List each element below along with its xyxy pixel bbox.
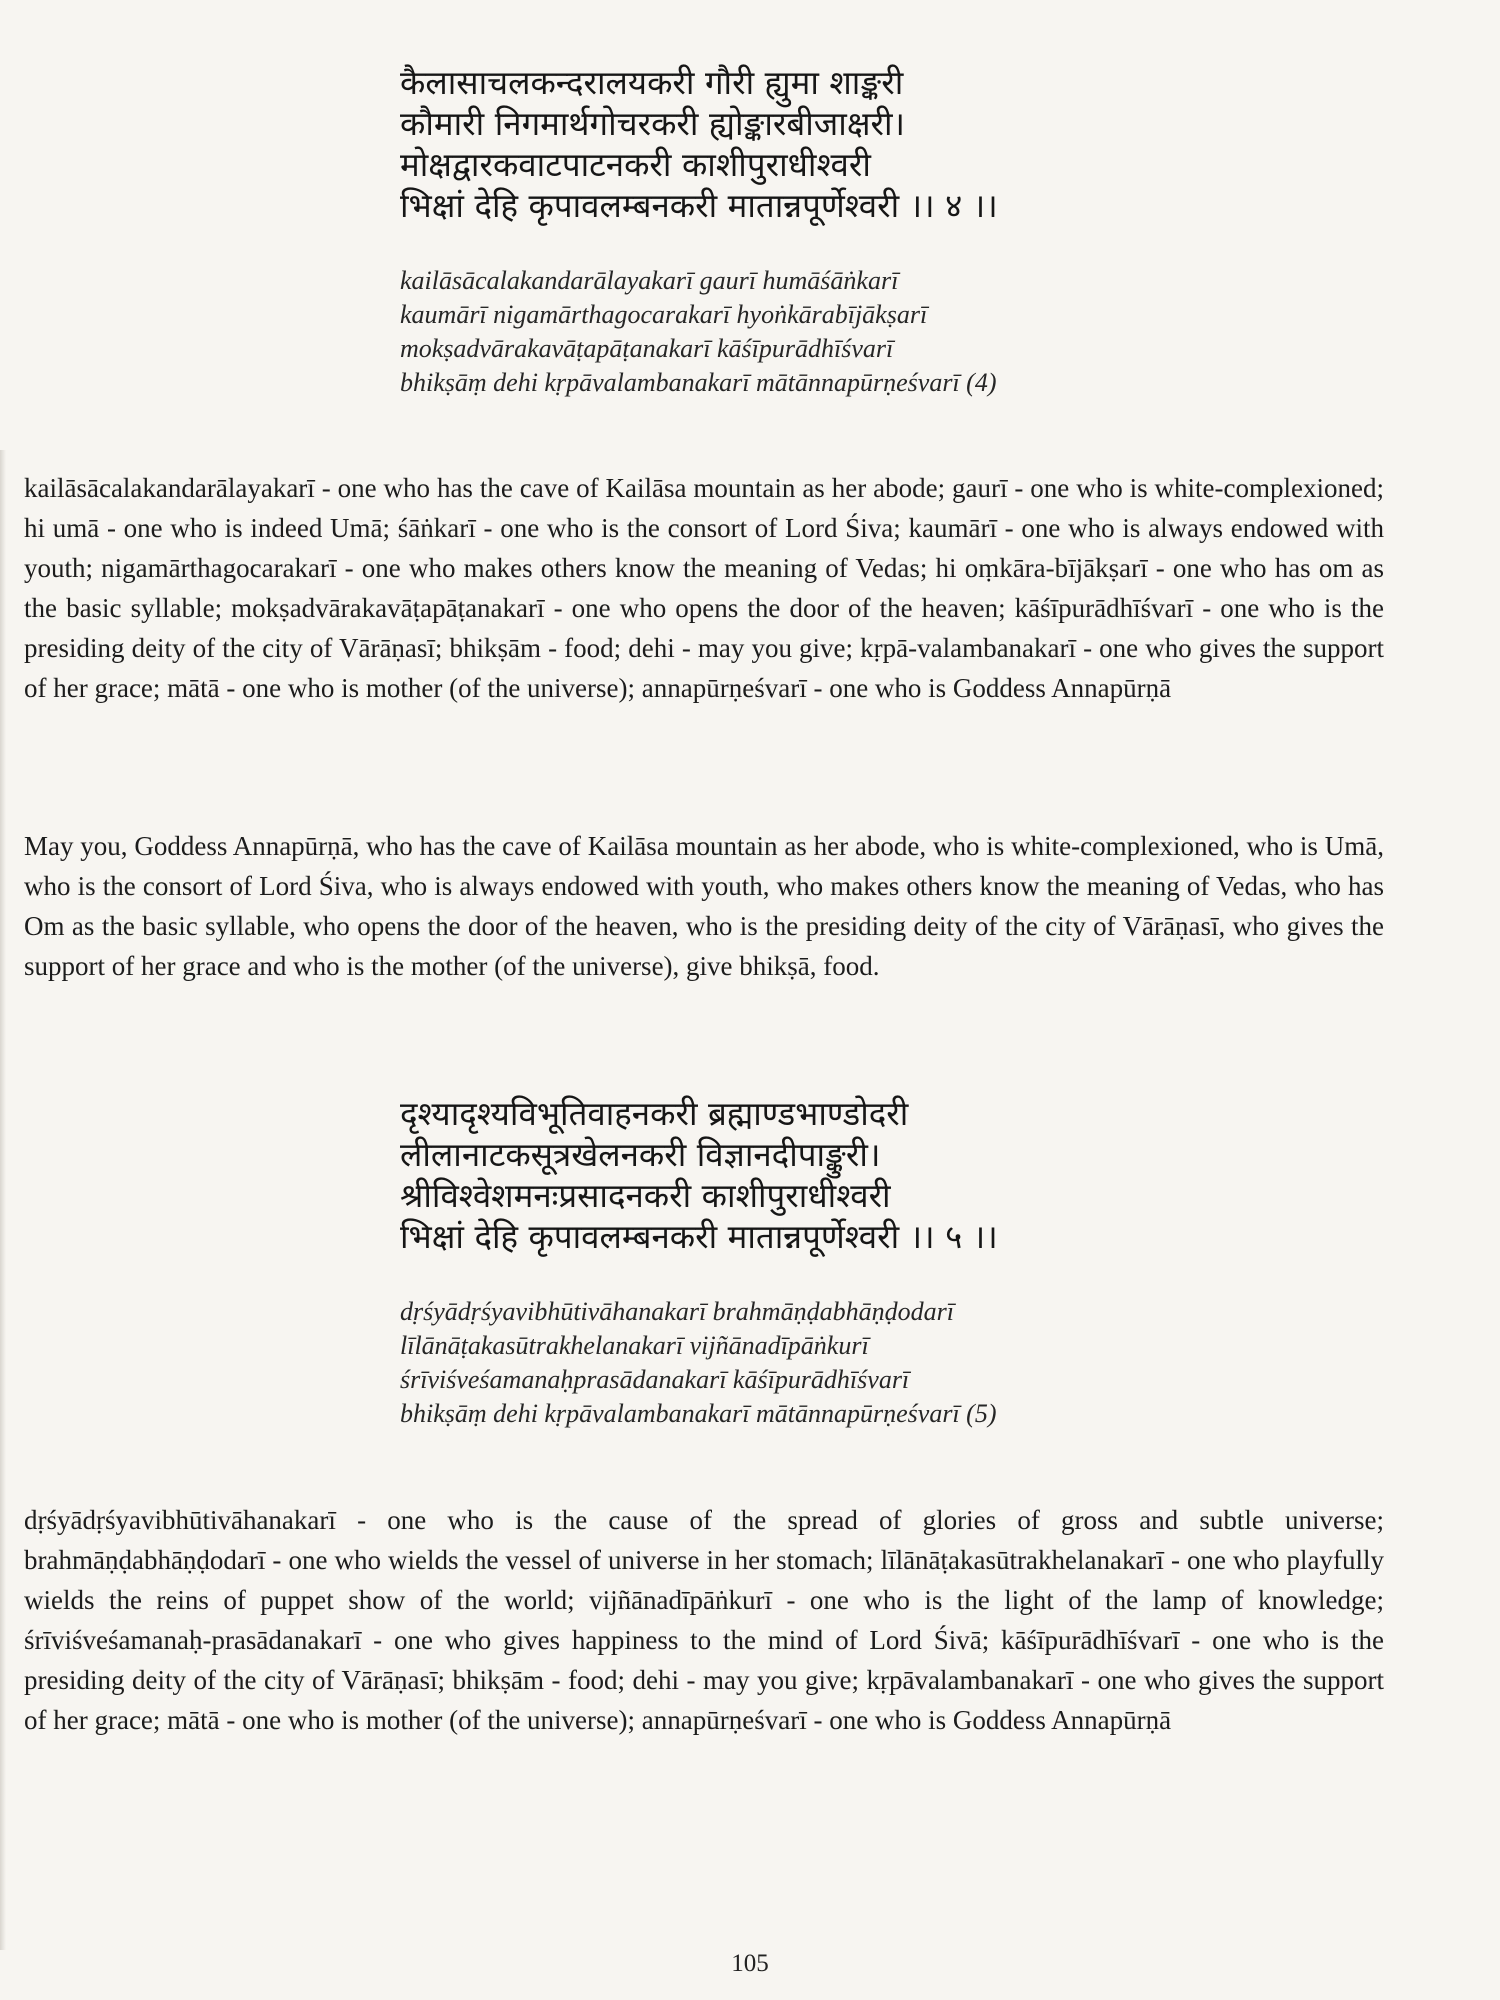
verse-5-translit-line-2: līlānāṭakasūtrakhelanakarī vijñānadīpāṅkurī [400, 1331, 869, 1360]
verse-5-devanagari-line-3: श्रीविश्वेशमनःप्रसादनकरी काशीपुराधीश्वरी [400, 1176, 891, 1215]
verse-5-translit-line-4: bhikṣāṃ dehi kṛpāvalambanakarī mātānnapūrṇeśvarī (5) [400, 1399, 997, 1428]
verse-4-translit-line-1: kailāsācalakandarālayakarī gaurī humāśāṅkarī [400, 266, 899, 295]
verse-4-devanagari-line-2: कौमारी निगमार्थगोचरकरी ह्योङ्कारबीजाक्षरी। [400, 104, 906, 143]
verse-4-translit-line-2: kaumārī nigamārthagocarakarī hyoṅkārabījākṣarī [400, 300, 928, 329]
verse-4-devanagari [400, 62, 1400, 226]
verse-5-glossary: dṛśyādṛśyavibhūtivāhanakarī - one who is the cause of the spread of glories of gross and subtle universe; brahmāṇḍabhāṇḍodarī - one who wields the vessel of universe in her stomach; līlānāṭakasūtrakhelanakarī - one who playfully wields the reins of puppet show of the world; vijñānadīpāṅkurī - one who is the light of the lamp of knowledge; śrīviśveśamanaḥ-prasādanakarī - one who gives happiness to the mind of Lord Śivā; kāśīpurādhīśvarī - one who is the presiding deity of the city of Vārāṇasī; bhikṣām - food; dehi - may you give; kṛpāvalambanakarī - one who gives the support of her grace; mātā - one who is mother (of the universe); annapūrṇeśvarī - one who is Goddess Annapūrṇā [24, 1505, 1384, 1735]
verse-4-translit-line-4: bhikṣāṃ dehi kṛpāvalambanakarī mātānnapūrṇeśvarī (4) [400, 368, 997, 397]
verse-5-translit-line-3: śrīviśveśamanaḥprasādanakarī kāśīpurādhīśvarī [400, 1365, 910, 1394]
verse-5-transliteration [400, 1295, 1400, 1431]
verse-4-translation: May you, Goddess Annapūrṇā, who has the cave of Kailāsa mountain as her abode, who is white-complexioned, who is Umā, who is the consort of Lord Śiva, who is always endowed with youth, who makes others know the meaning of Vedas, who has Om as the basic syllable, who opens the door of the heaven, who is the presiding deity of the city of Vārāṇasī, who gives the support of her grace and who is the mother (of the universe), give bhikṣā, food. [24, 831, 1384, 981]
verse-5-devanagari-line-1: दृश्यादृश्यविभूतिवाहनकरी ब्रह्माण्डभाण्डोदरी [400, 1094, 909, 1133]
verse-4-transliteration [400, 264, 1400, 400]
verse-4-devanagari-line-1: कैलासाचलकन्दरालयकरी गौरी ह्युमा शाङ्करी [400, 63, 904, 102]
verse-4-devanagari-line-4: भिक्षां देहि कृपावलम्बनकरी मातान्नपूर्णेश्वरी ।। ४ ।। [400, 186, 998, 225]
verse-4-translit-line-3: mokṣadvārakavāṭapāṭanakarī kāśīpurādhīśvarī [400, 334, 894, 363]
verse-5-devanagari-line-4: भिक्षां देहि कृपावलम्बनकरी मातान्नपूर्णेश्वरी ।। ५ ।। [400, 1217, 998, 1256]
page-number: 105 [731, 1950, 769, 1977]
verse-4-devanagari-line-3: मोक्षद्वारकवाटपाटनकरी काशीपुराधीश्वरी [400, 145, 871, 184]
verse-5-devanagari-line-2: लीलानाटकसूत्रखेलनकरी विज्ञानदीपाङ्कुरी। [400, 1135, 881, 1174]
verse-5-devanagari [400, 1093, 1400, 1257]
verse-4-glossary: kailāsācalakandarālayakarī - one who has the cave of Kailāsa mountain as her abode; gaurī - one who is white-complexioned; hi umā - one who is indeed Umā; śāṅkarī - one who is the consort of Lord Śiva; kaumārī - one who is always endowed with youth; nigamārthagocarakarī - one who makes others know the meaning of Vedas; hi oṃkāra-bījākṣarī - one who has om as the basic syllable; mokṣadvārakavāṭapāṭanakarī - one who opens the door of the heaven; kāśīpurādhīśvarī - one who is the presiding deity of the city of Vārāṇasī; bhikṣām - food; dehi - may you give; kṛpā-valambanakarī - one who gives the support of her grace; mātā - one who is mother (of the universe); annapūrṇeśvarī - one who is Goddess Annapūrṇā [24, 473, 1384, 703]
page-gutter-shadow [0, 450, 6, 1950]
verse-5-translit-line-1: dṛśyādṛśyavibhūtivāhanakarī brahmāṇḍabhāṇḍodarī [400, 1297, 954, 1326]
